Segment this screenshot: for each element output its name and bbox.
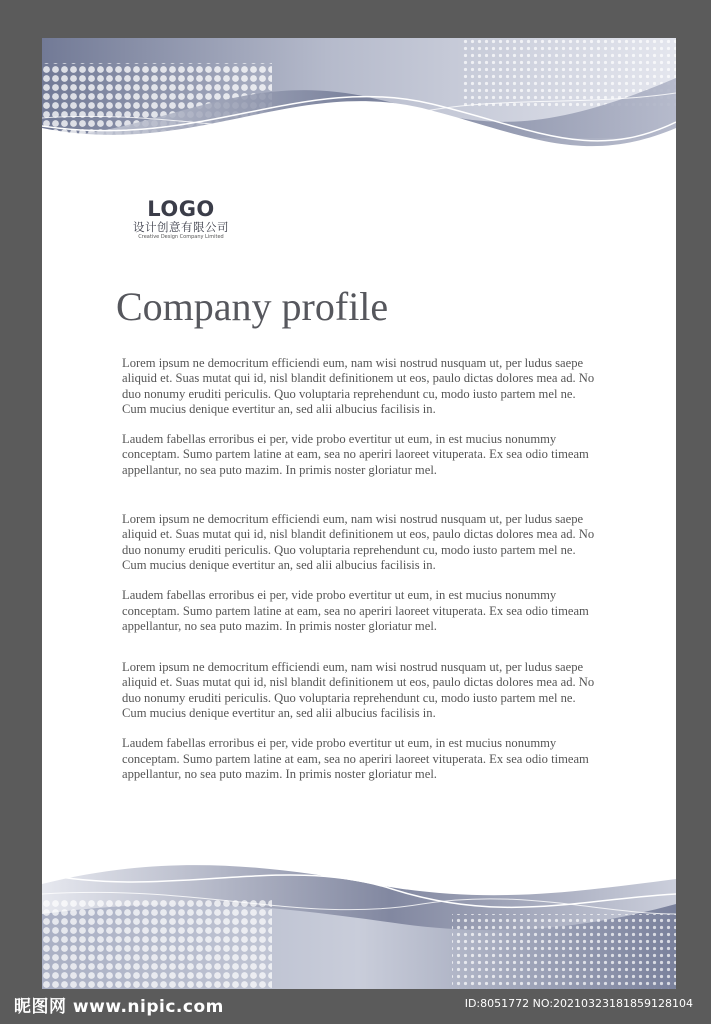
paragraph: Lorem ipsum ne democritum efficiendi eum, nam wisi nostrud nusquam ut, per ludus saepe aliquid et. Suas mutat qui id, nisl blandit definitionem ut eos, paulo dictas dolores mea ad. No duo nonumy eruditi periculis. Quo voluptaria reprehendunt cu, modo iusto partem mel ne. Cum mucius denique evertitur an, sed alii albucius facilisis in. (122, 512, 595, 572)
letterhead-page (42, 38, 676, 989)
logo-english-name: Creative Design Company Limited (138, 234, 224, 240)
paragraph: Laudem fabellas erroribus ei per, vide probo evertitur ut eum, in est mucius nonummy conceptam. Sumo partem latine at eam, sea no aperiri laoreet vituperata. Ex sea odio timeam appellantur, no sea puto mazim. In primis noster gloriatur mel. (122, 588, 589, 633)
body-text (122, 356, 602, 782)
logo-chinese-name: 设计创意有限公司 (133, 220, 229, 234)
logo-wordmark: LOGO (147, 197, 215, 221)
paragraph: Laudem fabellas erroribus ei per, vide probo evertitur ut eum, in est mucius nonummy conceptam. Sumo partem latine at eam, sea no aperiri laoreet vituperata. Ex sea odio timeam appellantur, no sea puto mazim. In primis noster gloriatur mel. (122, 432, 589, 477)
paragraph: Laudem fabellas erroribus ei per, vide probo evertitur ut eum, in est mucius nonummy conceptam. Sumo partem latine at eam, sea no aperiri laoreet vituperata. Ex sea odio timeam appellantur, no sea puto mazim. In primis noster gloriatur mel. (122, 736, 589, 781)
top-wave-decoration (42, 38, 676, 173)
paragraph: Lorem ipsum ne democritum efficiendi eum, nam wisi nostrud nusquam ut, per ludus saepe aliquid et. Suas mutat qui id, nisl blandit definitionem ut eos, paulo dictas dolores mea ad. No duo nonumy eruditi periculis. Quo voluptaria reprehendunt cu, modo iusto partem mel ne. Cum mucius denique evertitur an, sed alii albucius facilisis in. (122, 660, 595, 721)
paragraph: Lorem ipsum ne democritum efficiendi eum, nam wisi nostrud nusquam ut, per ludus saepe aliquid et. Suas mutat qui id, nisl blandit definitionem ut eos, paulo dictas dolores mea ad. No duo nonumy eruditi periculis. Quo voluptaria reprehendunt cu, modo iusto partem mel ne. Cum mucius denique evertitur an, sed alii albucius facilisis in. (122, 356, 595, 416)
bottom-wave-decoration (42, 854, 676, 989)
watermark-bar (0, 989, 711, 1024)
company-logo (120, 198, 242, 241)
page-title: Company profile (116, 284, 389, 329)
watermark-id: ID:8051772 NO:20210323181859128104 (464, 997, 693, 1010)
watermark-site: 昵图网 www.nipic.com (14, 997, 224, 1017)
